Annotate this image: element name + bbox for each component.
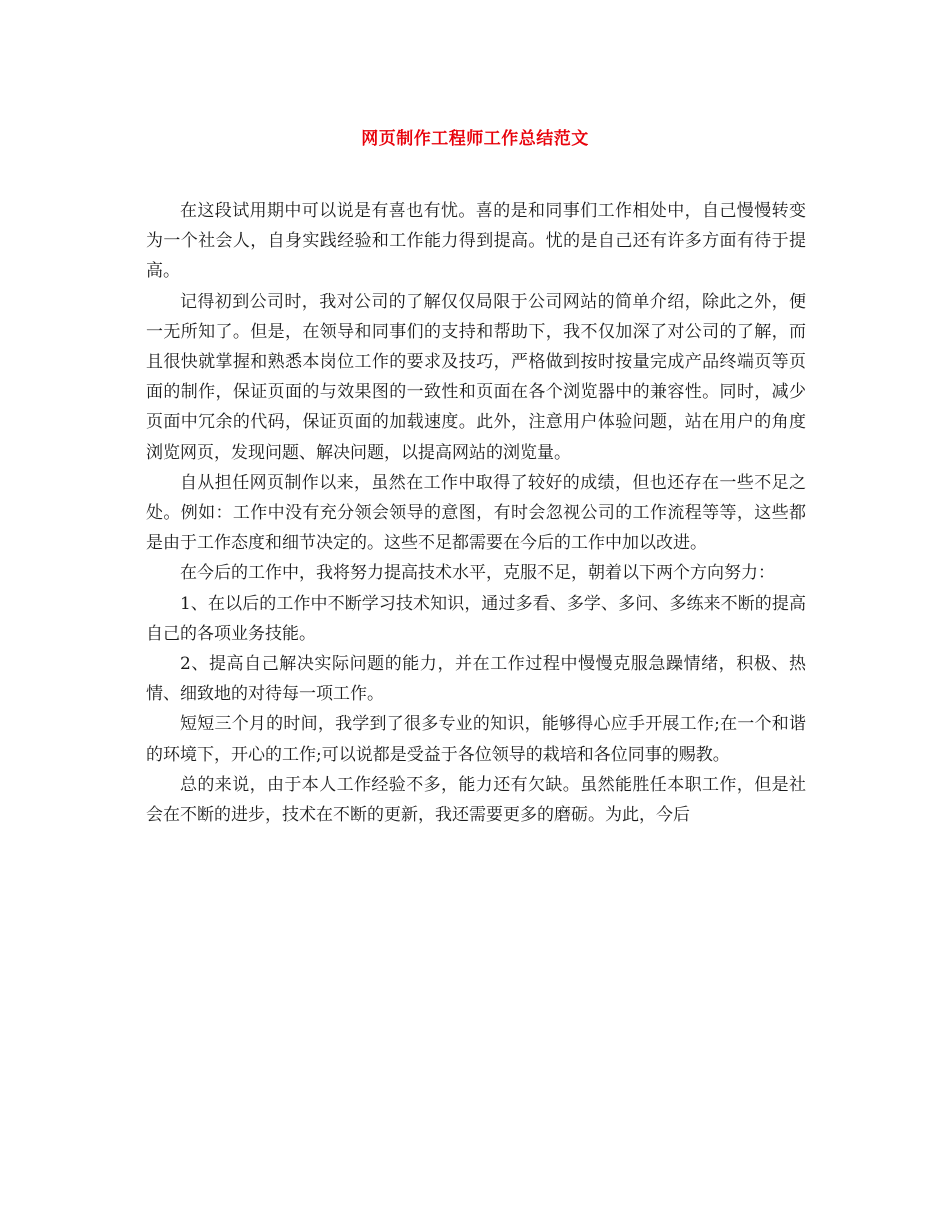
paragraph-3: 自从担任网页制作以来，虽然在工作中取得了较好的成绩，但也还存在一些不足之处。例如：工作中没有充分领会领导的意图，有时会忽视公司的工作流程等等，这些都是由于工作态度和细节决定的。这些不足都需要在今后的工作中加以改进。 (146, 472, 806, 554)
paragraph-6: 2、提高自己解决实际问题的能力，并在工作过程中慢慢克服急躁情绪，积极、热情、细致地的对待每一项工作。 (146, 654, 806, 705)
paragraph-7: 短短三个月的时间，我学到了很多专业的知识，能够得心应手开展工作;在一个和谐的环境下，开心的工作;可以说都是受益于各位领导的栽培和各位同事的赐教。 (146, 714, 806, 765)
paragraph-8: 总的来说，由于本人工作经验不多，能力还有欠缺。虽然能胜任本职工作，但是社会在不断的进步，技术在不断的更新，我还需要更多的磨砺。为此，今后 (146, 774, 806, 826)
document-body (146, 196, 806, 830)
document-title: 网页制作工程师工作总结范文 (361, 129, 589, 149)
paragraph-4: 在今后的工作中，我将努力提高技术水平，克服不足，朝着以下两个方向努力： (180, 563, 775, 584)
paragraph-1: 在这段试用期中可以说是有喜也有忧。喜的是和同事们工作相处中，自己慢慢转变为一个社会人，自身实践经验和工作能力得到提高。忧的是自己还有许多方面有待于提高。 (146, 201, 806, 282)
paragraph-2: 记得初到公司时，我对公司的了解仅仅局限于公司网站的简单介绍，除此之外，便一无所知了。但是，在领导和同事们的支持和帮助下，我不仅加深了对公司的了解，而且很快就掌握和熟悉本岗位工作的要求及技巧，严格做到按时按量完成产品终端页等页面的制作，保证页面的与效果图的一致性和页面在各个浏览器中的兼容性。同时，减少页面中冗余的代码，保证页面的加载速度。此外，注意用户体验问题，站在用户的角度浏览网页，发现问题、解决问题，以提高网站的浏览量。 (146, 291, 806, 463)
paragraph-5: 1、在以后的工作中不断学习技术知识，通过多看、多学、多问、多练来不断的提高自己的各项业务技能。 (146, 593, 806, 644)
